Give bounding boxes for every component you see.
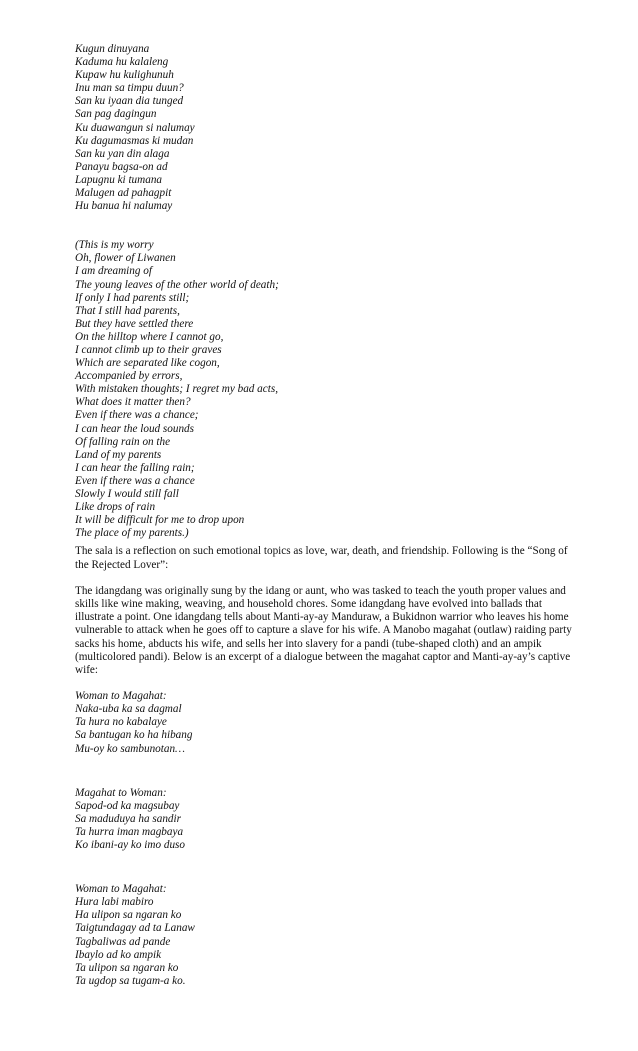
verse-line: Ha ulipon sa ngaran ko — [75, 909, 182, 922]
poem-english — [75, 239, 575, 540]
verse-line: With mistaken thoughts; I regret my bad acts, — [75, 383, 279, 396]
verse-line: Even if there was a chance — [75, 474, 195, 487]
verse-line: I can hear the loud sounds — [75, 422, 195, 435]
verse-line: Accompanied by errors, — [75, 370, 183, 383]
speaker-label: Woman to Magahat: — [75, 690, 167, 703]
verse-line: Inu man sa timpu duun? — [75, 82, 184, 95]
verse-line: Naka-uba ka sa dagmal — [75, 703, 182, 716]
verse-line: Kupaw hu kulighunuh — [75, 69, 174, 82]
verse-line: Ta hurra iman magbaya — [75, 825, 184, 838]
verse-line: Like drops of rain — [75, 501, 156, 514]
verse-line: Lapugnu ki tumana — [75, 173, 163, 186]
verse-line: Taigtundagay ad ta Lanaw — [75, 922, 195, 935]
verse-line: I can hear the falling rain; — [75, 461, 195, 474]
verse-line: What does it matter then? — [75, 396, 191, 409]
verse-line: Slowly I would still fall — [75, 488, 179, 500]
verse-line: Ta hura no kabalaye — [75, 716, 167, 729]
verse-line: Panayu bagsa-on ad — [75, 160, 168, 173]
verse-line: San ku iyaan dia tunged — [75, 95, 184, 108]
speaker-label: Woman to Magahat: — [75, 883, 167, 896]
verse-line: The young leaves of the other world of death; — [75, 278, 279, 291]
verse-line: Land of my parents — [75, 448, 162, 461]
verse-line: That I still had parents, — [75, 304, 180, 317]
verse-line: Ta ugdop sa tugam-a ko. — [75, 974, 186, 987]
verse-line: Ibaylo ad ko ampik — [75, 948, 162, 961]
verse-line: If only I had parents still; — [75, 291, 190, 304]
verse-line: But they have settled there — [75, 317, 194, 330]
verse-line: Malugen ad pahagpit — [75, 187, 172, 200]
verse-line: On the hilltop where I cannot go, — [75, 330, 224, 343]
verse-line: Ku dagumasmas ki mudan — [75, 134, 194, 147]
verse-line: The place of my parents.) — [75, 527, 189, 540]
verse-line: Hu banua hi nalumay — [75, 200, 173, 213]
verse-line: Ku duawangun si nalumay — [75, 121, 195, 134]
verse-line: Sa bantugan ko ha hibang — [75, 729, 193, 742]
verse-line: Ta ulipon sa ngaran ko — [75, 961, 179, 974]
dialogue-woman-to-magahat-reply — [75, 883, 575, 988]
verse-line: Which are separated like cogon, — [75, 357, 220, 370]
verse-line: San ku yan din alaga — [75, 147, 170, 160]
dialogue-magahat-to-woman — [75, 787, 575, 852]
verse-line: Hura labi mabiro — [75, 896, 154, 909]
verse-line: (This is my worry — [75, 239, 154, 252]
verse-line: I am dreaming of — [75, 265, 152, 278]
verse-line: Tagbaliwas ad pande — [75, 935, 171, 948]
verse-line: Kaduma hu kalaleng — [75, 56, 169, 69]
verse-line: Ko ibani-ay ko imo duso — [75, 839, 186, 852]
verse-line: Mu-oy ko sambunotan… — [75, 742, 185, 755]
dialogue-woman-to-magahat — [75, 690, 575, 755]
paragraph-sala: The sala is a reflection on such emotional topics as love, war, death, and friendship. Following is the “Song of the Rejected Lover”: — [75, 545, 568, 571]
document-page — [75, 43, 575, 988]
speaker-label: Magahat to Woman: — [75, 786, 167, 799]
verse-line: San pag dagingun — [75, 108, 157, 121]
verse-line: Sapod-od ka magsubay — [75, 799, 180, 812]
paragraph-idangdang: The idangdang was originally sung by the idang or aunt, who was tasked to teach the youth proper values and skills like wine making, weaving, and household chores. Some idangdang have evolved into ballads that illustrate a point. One idangdang tells about Manti-ay-ay Manduraw, a Bukidnon warrior who leaves his home vulnerable to attack when he goes off to capture a slave for his wife. A Manobo magahat (outlaw) raiding party sacks his home, abducts his wife, and sells her into slavery for a pandi (tube-shaped cloth) and an ampik (multicolored pandi). Below is an excerpt of a dialogue between the magahat captor and Manti-ay-ay’s captive wife: — [75, 584, 572, 676]
verse-line: It will be difficult for me to drop upon — [75, 514, 245, 527]
verse-line: I cannot climb up to their graves — [75, 343, 222, 356]
verse-line: Even if there was a chance; — [75, 409, 199, 422]
verse-line: Of falling rain on the — [75, 435, 171, 448]
poem-manobo — [75, 43, 575, 213]
verse-line: Oh, flower of Liwanen — [75, 252, 176, 265]
verse-line: Sa maduduya ha sandir — [75, 812, 181, 825]
verse-line: Kugun dinuyana — [75, 43, 150, 55]
